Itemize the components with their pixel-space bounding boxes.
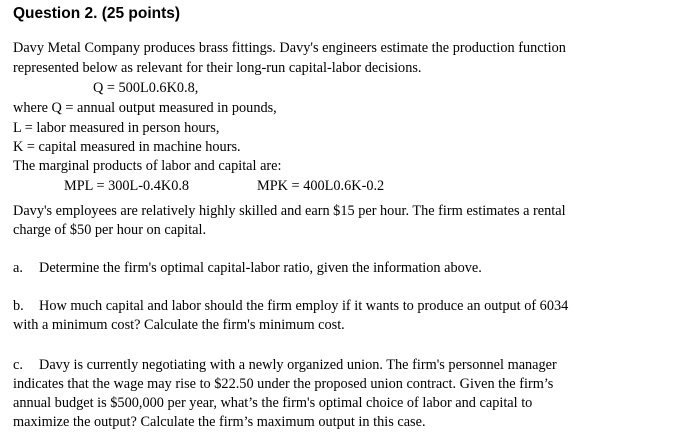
- part-c: [13, 357, 557, 373]
- production-function: Q = 500L0.6K0.8,: [93, 80, 199, 96]
- part-b-text-line-1: How much capital and labor should the firm employ if it wants to produce an output of 6034: [39, 298, 569, 314]
- question-heading: Question 2. (25 points): [13, 5, 181, 22]
- intro-line-1: Davy Metal Company produces brass fittings. Davy's engineers estimate the production function: [13, 40, 566, 56]
- part-c-text-line-4: maximize the output? Calculate the firm’s maximum output in this case.: [13, 414, 426, 430]
- mpl-equation: MPL = 300L-0.4K0.8: [64, 178, 190, 194]
- part-a-text: Determine the firm's optimal capital-labor ratio, given the information above.: [39, 260, 482, 276]
- part-c-text-line-1: Davy is currently negotiating with a newly organized union. The firm's personnel manager: [39, 357, 557, 373]
- part-a-label: a.: [13, 260, 23, 276]
- part-c-text-line-2: indicates that the wage may rise to $22.50 under the proposed union contract. Given the firm’s: [13, 376, 554, 392]
- definition-output: where Q = annual output measured in pounds,: [13, 100, 277, 116]
- part-a: [13, 260, 482, 276]
- definition-labor: L = labor measured in person hours,: [13, 120, 220, 136]
- definition-capital: K = capital measured in machine hours.: [13, 139, 241, 155]
- wage-text-line-1: Davy's employees are relatively highly skilled and earn $15 per hour. The firm estimates a rental: [13, 203, 566, 219]
- part-b-label: b.: [13, 298, 24, 314]
- part-b-text-line-2: with a minimum cost? Calculate the firm's minimum cost.: [13, 317, 345, 333]
- part-c-label: c.: [13, 357, 23, 373]
- marginal-products-intro: The marginal products of labor and capital are:: [13, 158, 282, 174]
- part-b: [13, 298, 568, 314]
- part-c-text-line-3: annual budget is $500,000 per year, what’s the firm's optimal choice of labor and capital to: [13, 395, 533, 411]
- mpk-equation: MPK = 400L0.6K-0.2: [257, 178, 385, 194]
- intro-line-2: represented below as relevant for their long-run capital-labor decisions.: [13, 60, 422, 76]
- wage-text-line-2: charge of $50 per hour on capital.: [13, 222, 207, 238]
